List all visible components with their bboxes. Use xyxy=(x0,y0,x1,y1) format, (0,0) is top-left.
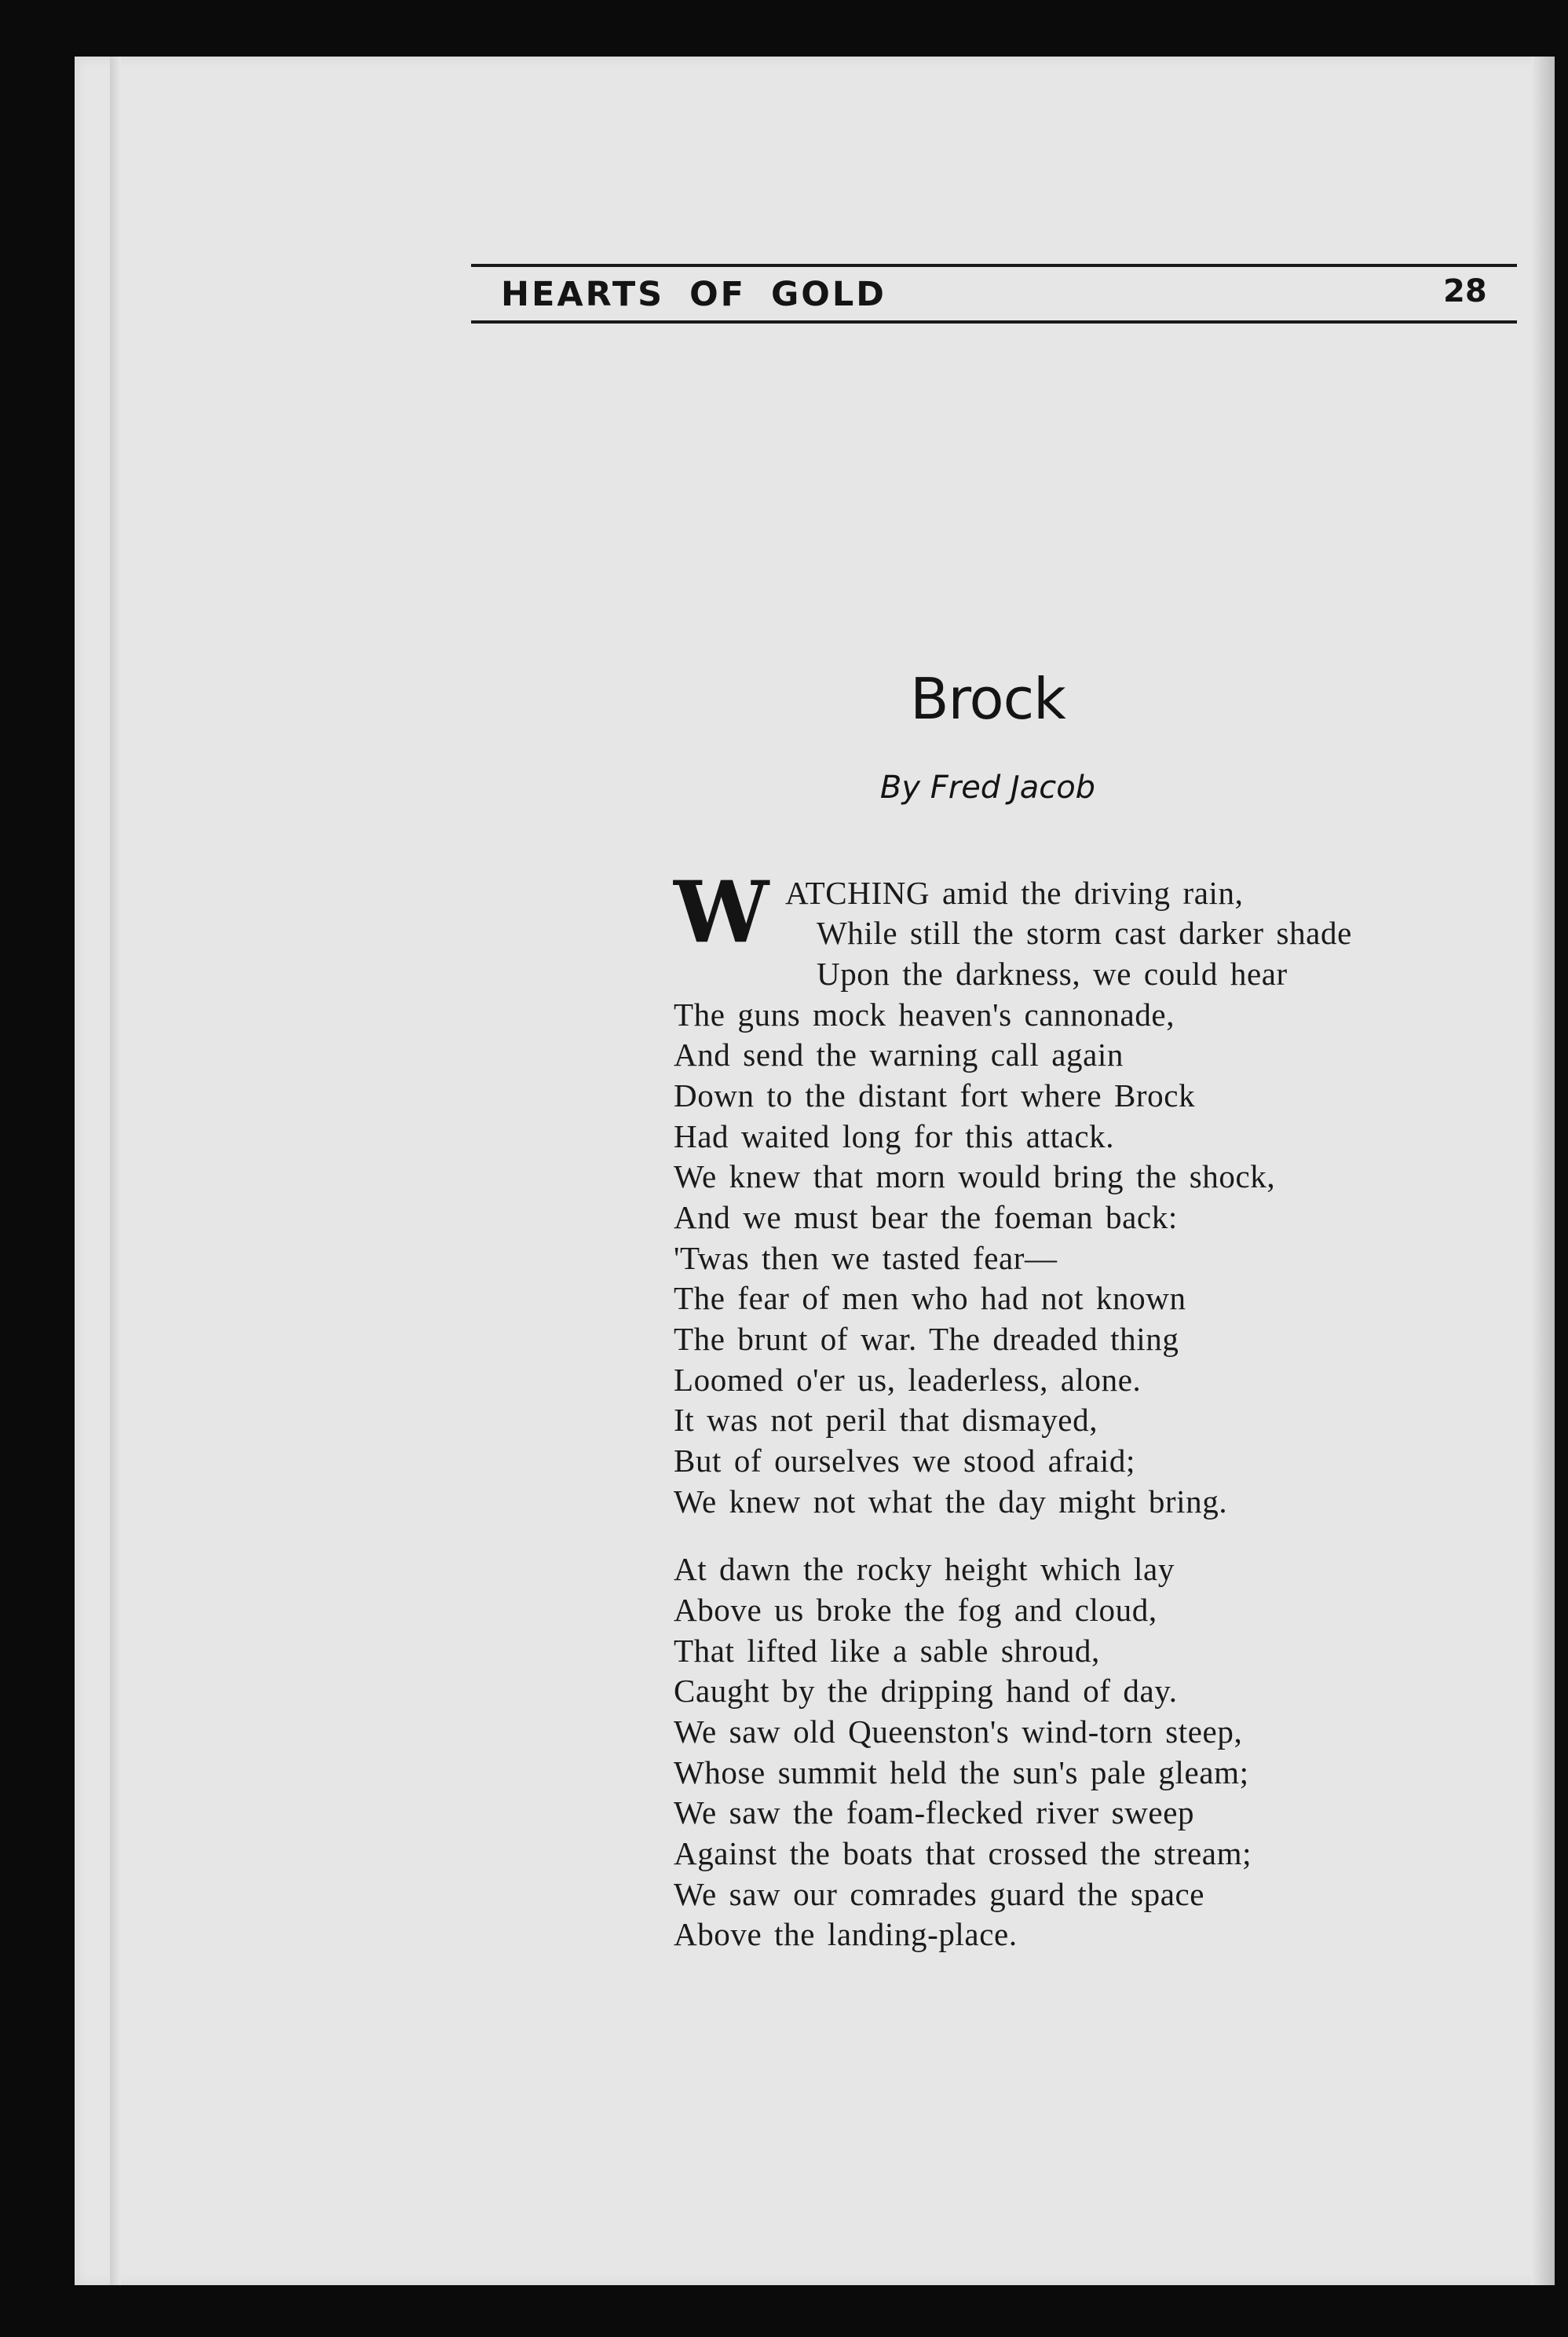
poem-line: We saw the foam-flecked river sweep xyxy=(674,1794,1195,1830)
poem-line: The guns mock heaven's cannonade, xyxy=(674,997,1175,1033)
header-rule-bottom xyxy=(471,320,1517,324)
poem-line: Had waited long for this attack. xyxy=(674,1118,1115,1154)
poem-line: But of ourselves we stood afraid; xyxy=(674,1443,1135,1479)
poem-title: Brock xyxy=(910,666,1065,732)
poem-line: The brunt of war. The dreaded thing xyxy=(674,1321,1179,1357)
poem-line: We knew not what the day might bring. xyxy=(674,1483,1228,1520)
drop-cap: W xyxy=(674,863,769,962)
poem-line: While still the storm cast darker shade xyxy=(817,915,1352,951)
poem-line: We saw old Queenston's wind-torn steep, xyxy=(674,1713,1243,1750)
poem-line: That lifted like a sable shroud, xyxy=(674,1633,1100,1669)
page-number: 28 xyxy=(1443,273,1487,309)
poem-line: Loomed o'er us, leaderless, alone. xyxy=(674,1362,1142,1398)
poem-line: And we must bear the foeman back: xyxy=(674,1199,1178,1235)
poem-line: And send the warning call again xyxy=(674,1037,1124,1073)
poem-line: Against the boats that crossed the stream; xyxy=(674,1835,1252,1871)
poem-line: It was not peril that dismayed, xyxy=(674,1402,1098,1438)
page-fold-shadow xyxy=(110,57,121,2285)
poem-line: We knew that morn would bring the shock, xyxy=(674,1158,1276,1194)
poem-line: Above the landing-place. xyxy=(674,1916,1018,1952)
poem-line: We saw our comrades guard the space xyxy=(674,1876,1205,1912)
poem-byline: By Fred Jacob xyxy=(879,770,1096,806)
poem-line: 'Twas then we tasted fear— xyxy=(674,1240,1058,1276)
poem-line: Whose summit held the sun's pale gleam; xyxy=(674,1754,1249,1790)
poem-line: ATCHING amid the driving rain, xyxy=(785,875,1244,911)
poem-line: The fear of men who had not known xyxy=(674,1280,1186,1316)
poem-line: Above us broke the fog and cloud, xyxy=(674,1592,1157,1628)
header-rule-top xyxy=(471,264,1517,267)
poem-line: Upon the darkness, we could hear xyxy=(817,956,1288,992)
page-edge-shadow xyxy=(1531,57,1555,2285)
poem-line: Caught by the dripping hand of day. xyxy=(674,1673,1178,1709)
poem-line: At dawn the rocky height which lay xyxy=(674,1551,1175,1587)
poem-line: Down to the distant fort where Brock xyxy=(674,1077,1196,1114)
running-head: HEARTS OF GOLD xyxy=(501,275,886,314)
